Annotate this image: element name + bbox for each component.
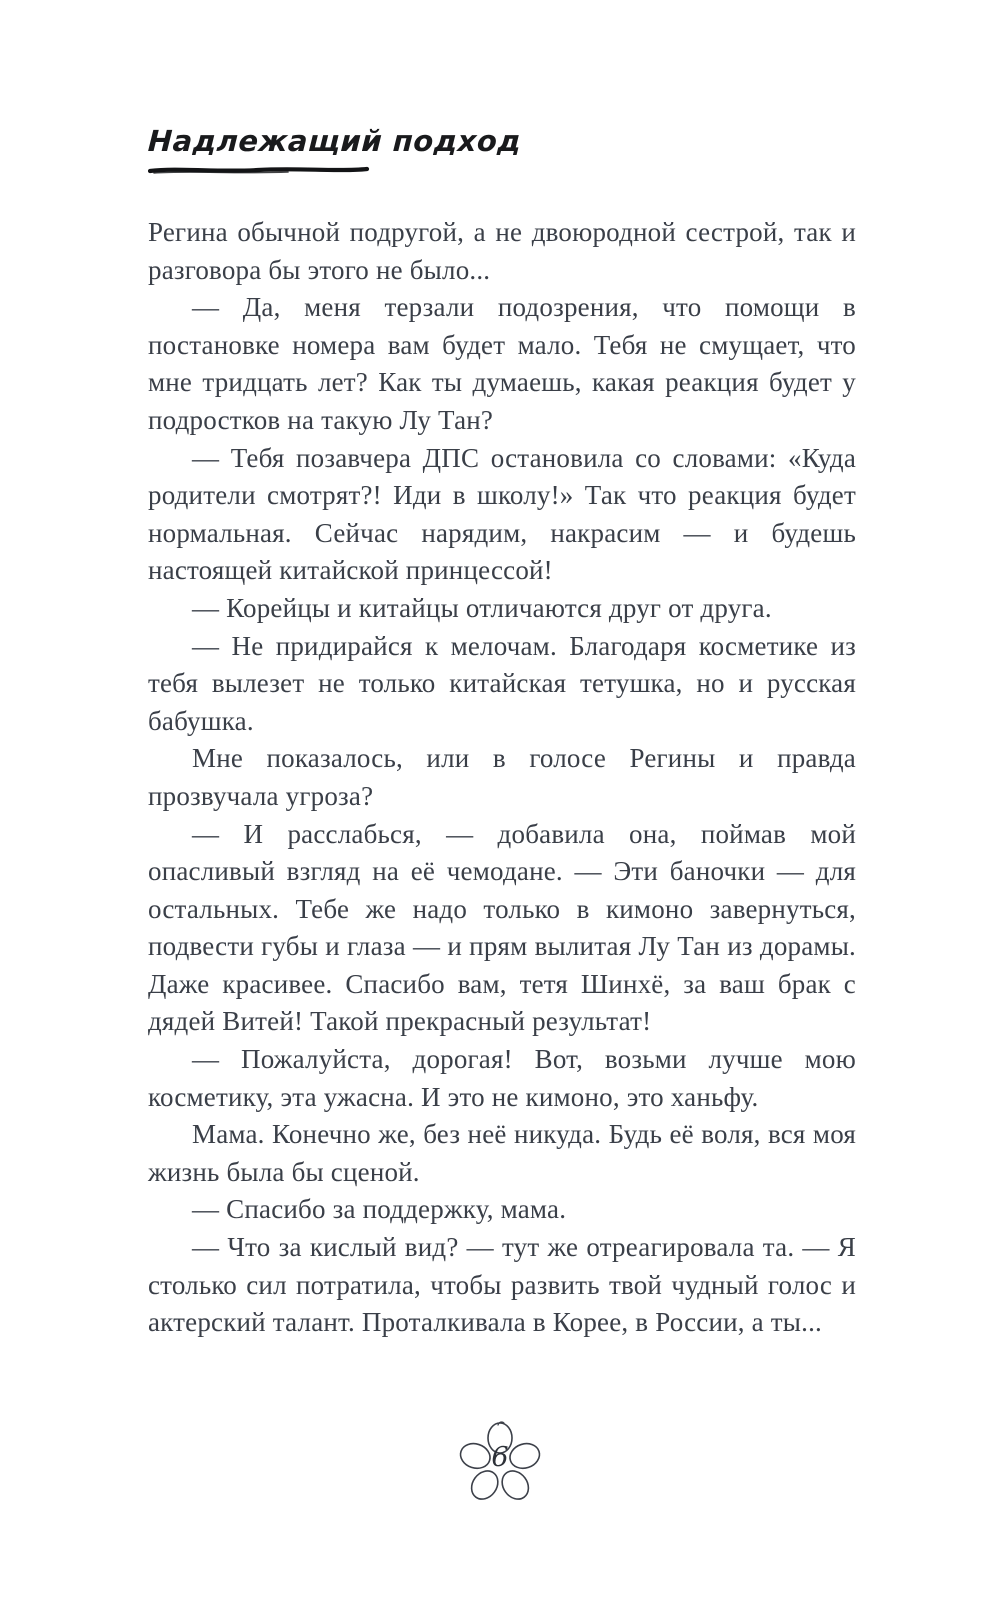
paragraph: Мне показалось, или в голосе Регины и правда прозвучала угроза? [148,743,856,811]
paragraph: — Пожалуйста, дорогая! Вот, возьми лучше мою косметику, эта ужасна. И это не кимоно, это ханьфу. [148,1044,856,1112]
running-head [148,124,521,176]
paragraph: Регина обычной подругой, а не двоюродной сестрой, так и разговора бы этого не было... [148,217,856,285]
paragraph: — Тебя позавчера ДПС остановила со словами: «Куда родители смотрят?! Иди в школу!» Так что реакция будет нормальная. Сейчас нарядим, накрасим — и будешь настоящей китайской принцессой! [148,442,856,586]
flower-ornament [454,1418,546,1510]
paragraph: — Спасибо за поддержку, мама. [192,1194,567,1225]
body-text [148,214,856,1342]
page-number: 6 [491,1442,509,1473]
chapter-title: Надлежащий подход [147,124,523,158]
paragraph: — Не придирайся к мелочам. Благодаря косметике из тебя вылезет не только китайская тетушка, но и русская бабушка. [148,630,856,736]
paragraph: — И расслабься, — добавила она, поймав мой опасливый взгляд на её чемодане. — Эти баночки — для остальных. Тебе же надо только в кимоно завернуться, подвести губы и глаза — и прям вылитая Лу Тан из дорамы. Даже красивее. Спасибо вам, тетя Шинхё, за ваш брак с дядей Витей! Такой прекрасный результат! [148,818,856,1037]
paragraph: Мама. Конечно же, без неё никуда. Будь её воля, вся моя жизнь была бы сценой. [148,1119,856,1187]
paragraph: — Что за кислый вид? — тут же отреагировала та. — Я столько сил потратила, чтобы развить твой чудный голос и актерский талант. Проталкивала в Корее, в России, а ты... [148,1232,856,1338]
paragraph: — Да, меня терзали подозрения, что помощи в постановке номера вам будет мало. Тебя не смущает, что мне тридцать лет? Как ты думаешь, какая реакция будет у подростков на такую Лу Тан? [148,292,856,435]
paragraph: — Корейцы и китайцы отличаются друг от друга. [192,592,772,623]
page-footer [0,1418,1000,1510]
brush-underline-icon [148,164,370,176]
